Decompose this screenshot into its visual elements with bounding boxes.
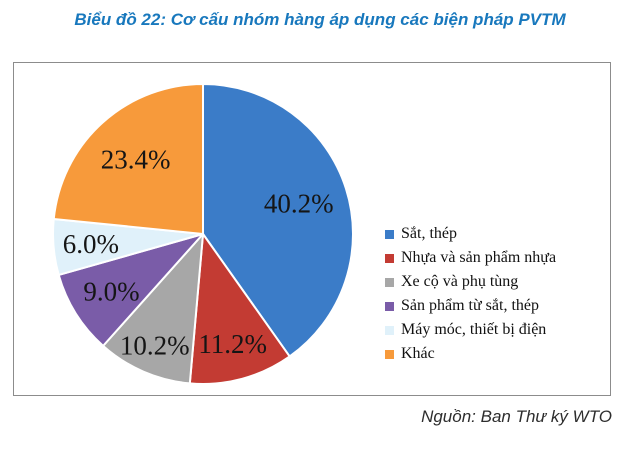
legend-swatch: [385, 230, 394, 239]
legend-item: [385, 222, 556, 246]
pie-chart-panel: [13, 62, 611, 396]
legend-item: [385, 294, 556, 318]
legend-item: [385, 246, 556, 270]
legend-swatch: [385, 350, 394, 359]
legend-label: Khác: [401, 345, 435, 362]
legend-swatch: [385, 278, 394, 287]
pie-slice-label: 11.2%: [198, 329, 268, 360]
legend-swatch: [385, 326, 394, 335]
source-caption: Nguồn: Ban Thư ký WTO: [421, 407, 612, 426]
legend-label: Máy móc, thiết bị điện: [401, 321, 547, 338]
legend-item: [385, 318, 556, 342]
pie-slice-label: 9.0%: [83, 276, 140, 307]
pie-slice-label: 23.4%: [100, 144, 171, 175]
legend-label: Sản phẩm từ sắt, thép: [401, 297, 539, 314]
legend-label: Sắt, thép: [401, 225, 457, 242]
pie-slice-label: 40.2%: [263, 188, 334, 219]
legend-label: Xe cộ và phụ tùng: [401, 273, 519, 290]
pie-slice-label: 10.2%: [119, 330, 190, 361]
legend-label: Nhựa và sản phẩm nhựa: [401, 249, 557, 266]
legend-item: [385, 342, 556, 366]
pie-slice-label: 6.0%: [62, 228, 120, 259]
legend-item: [385, 270, 556, 294]
chart-legend: [385, 222, 556, 366]
chart-title: Biểu đồ 22: Cơ cấu nhóm hàng áp dụng các biện pháp PVTM: [74, 10, 566, 29]
legend-swatch: [385, 254, 394, 263]
legend-swatch: [385, 302, 394, 311]
